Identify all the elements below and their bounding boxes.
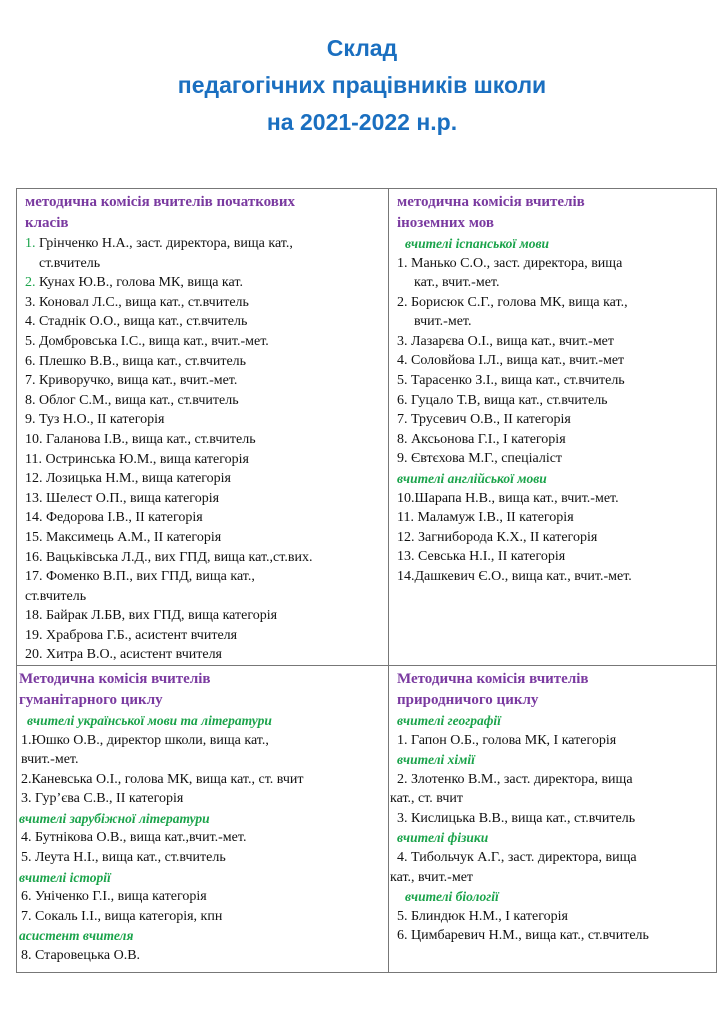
list-item-text: Остринська Ю.М., вища категорія <box>45 451 249 467</box>
list-item <box>25 548 382 568</box>
list-item-number: 20. <box>25 647 43 663</box>
history-teacher-list <box>19 887 382 926</box>
list-item: 12. Загнибородa К.Х., ІІ категорія <box>397 529 598 545</box>
list-item-text: Максимець А.М., ІІ категорія <box>46 529 222 545</box>
list-item-text: ст.вчитель <box>39 255 101 271</box>
assistant-list <box>19 946 382 966</box>
bio-subheading: вчителі біології <box>405 889 499 905</box>
list-item-number: 17. <box>25 569 43 585</box>
list-item-number: 6. <box>25 353 36 369</box>
list-item-text: Облог С.М., вища кат., ст.вчитель <box>39 392 239 408</box>
geo-teacher-list <box>397 731 710 751</box>
list-item: 4. Соловйова І.Л., вища кат., вчит.-мет <box>397 353 625 369</box>
foreign-commission-cell <box>389 189 717 666</box>
list-item-number: 19. <box>25 627 43 643</box>
list-item-number: 2. <box>25 275 36 291</box>
list-item-text: Туз Н.О., ІІ категорія <box>39 412 165 428</box>
list-item: 7. Трусевич О.В., ІІ категорія <box>397 412 571 428</box>
list-item <box>25 312 382 332</box>
list-item: 11. Маламуж І.В., ІІ категорія <box>397 510 574 526</box>
list-item-number: 13. <box>25 490 43 506</box>
list-item-text: Криворучко, вища кат., вчит.-мет. <box>39 373 238 389</box>
list-item-number: 4. <box>25 314 36 330</box>
assistant-subheading: асистент вчителя <box>19 928 134 944</box>
primary-heading: методична комісія вчителів початкових класів <box>25 194 296 231</box>
list-item: 1. Гапон О.Б., голова МК, І категорія <box>397 732 617 748</box>
list-item <box>25 606 382 626</box>
list-item: 1. Манько С.О., заст. директора, вища <box>397 255 623 271</box>
list-item: кат., ст. вчит <box>390 791 464 807</box>
geo-subheading: вчителі географії <box>397 713 501 729</box>
list-item <box>25 410 382 430</box>
list-item-text: Вацьківська Л.Д., вих ГПД, вища кат.,ст.вих. <box>46 549 313 565</box>
list-item <box>25 254 382 274</box>
list-item <box>25 371 382 391</box>
list-item-text: Храброва Г.Б., асистент вчителя <box>46 627 238 643</box>
ukr-teacher-list <box>19 731 382 809</box>
list-item: 10.Шарапа Н.В., вища кат., вчит.-мет. <box>397 490 619 506</box>
list-item-number: 8. <box>25 392 36 408</box>
list-item <box>25 273 382 293</box>
list-item-number: 15. <box>25 529 43 545</box>
list-item: 2. Злотенко В.М., заст. директора, вища <box>397 771 633 787</box>
list-item: 8. Аксьонова Г.І., І категорія <box>397 431 566 447</box>
list-item: 8. Старовецька О.В. <box>21 947 141 963</box>
list-item-text: Домбровська І.С., вища кат., вчит.-мет. <box>39 333 269 349</box>
list-item: 9. Євтєхова М.Г., спеціаліст <box>397 451 563 467</box>
list-item-number: 10. <box>25 431 43 447</box>
list-item: 13. Севська Н.І., ІІ категорія <box>397 549 566 565</box>
list-item: 6. Уніченко Г.І., вища категорія <box>21 889 207 905</box>
primary-teacher-list <box>25 234 382 665</box>
chem-teacher-list <box>390 770 710 829</box>
list-item: 2. Борисюк С.Г., голова МК, вища кат., <box>397 294 628 310</box>
list-item-text: Байрак Л.БВ, вих ГПД, вища категорія <box>46 608 278 624</box>
list-item: 3. Гур’єва С.В., ІІ категорія <box>21 791 184 807</box>
natural-commission-cell <box>389 666 717 973</box>
list-item: 6. Цимбаревич Н.М., вища кат., ст.вчитель <box>397 928 649 944</box>
page-title <box>0 30 724 141</box>
primary-commission-cell <box>17 189 389 666</box>
list-item-text: Стаднік О.О., вища кат., ст.вчитель <box>39 314 248 330</box>
humanities-heading: Методична комісія вчителів гуманітарного циклу <box>19 671 211 709</box>
list-item-number: 3. <box>25 294 36 310</box>
list-item: 5. Леута Н.І., вища кат., ст.вчитель <box>21 850 226 866</box>
list-item: 5. Блиндюк Н.М., І категорія <box>397 908 568 924</box>
foreign-heading: методична комісія вчителів іноземних мов <box>397 194 585 231</box>
list-item-number: 12. <box>25 471 43 487</box>
list-item: 5. Тарасенко З.І., вища кат., ст.вчитель <box>397 373 625 389</box>
list-item: 3. Лазарєва О.І., вища кат., вчит.-мет <box>397 333 615 349</box>
humanities-commission-cell <box>17 666 389 973</box>
list-item <box>25 508 382 528</box>
list-item <box>25 645 382 665</box>
foreign-lit-subheading: вчителі зарубіжної літератури <box>19 810 210 826</box>
list-item-number: 14. <box>25 510 43 526</box>
list-item-text: Грінченко Н.А., заст. директора, вища кат., <box>39 236 293 251</box>
list-item <box>25 332 382 352</box>
list-item: кат., вчит.-мет <box>390 869 474 885</box>
english-subheading: вчителі англійської мови <box>397 471 547 487</box>
list-item <box>25 450 382 470</box>
list-item <box>25 489 382 509</box>
list-item: 1.Юшко О.В., директор школи, вища кат., <box>21 732 269 748</box>
list-item-text: Лозицька Н.М., вища категорія <box>46 471 232 487</box>
list-item: вчит.-мет. <box>414 314 472 330</box>
list-item-text: Шелест О.П., вища категорія <box>46 490 220 506</box>
list-item: 2.Каневська О.І., голова МК, вища кат., ст. вчит <box>21 771 304 787</box>
list-item-number: 5. <box>25 333 36 349</box>
list-item <box>25 391 382 411</box>
list-item-text: Федорова І.В., ІІ категорія <box>46 510 203 526</box>
list-item-text: Коновал Л.С., вища кат., ст.вчитель <box>39 294 249 310</box>
list-item <box>25 293 382 313</box>
list-item-number: 1. <box>25 236 36 251</box>
phys-subheading: вчителі фізики <box>397 830 489 846</box>
list-item <box>25 587 382 607</box>
list-item-text: Фоменко В.П., вих ГПД, вища кат., <box>46 569 255 585</box>
phys-teacher-list <box>390 848 710 887</box>
list-item <box>25 352 382 372</box>
list-item-text: Плешко В.В., вища кат., ст.вчитель <box>39 353 247 369</box>
list-item-number: 18. <box>25 608 43 624</box>
foreign-lit-teacher-list <box>19 828 382 867</box>
list-item-number: 11. <box>25 451 42 467</box>
list-item-text: Хитра В.О., асистент вчителя <box>46 647 222 663</box>
list-item-number: 7. <box>25 373 36 389</box>
list-item: 4. Тибольчук А.Г., заст. директора, вища <box>397 849 637 865</box>
spanish-teacher-list <box>397 254 710 470</box>
ukr-subheading: вчителі української мови та літератури <box>27 713 272 729</box>
list-item-number: 16. <box>25 549 43 565</box>
natural-heading: Методична комісія вчителів природничого циклу <box>397 671 589 709</box>
list-item <box>25 469 382 489</box>
list-item <box>25 234 382 254</box>
list-item <box>25 567 382 587</box>
list-item <box>25 626 382 646</box>
list-item <box>25 528 382 548</box>
title-line-2: педагогічних працівників школи <box>177 72 547 98</box>
list-item-text: ст.вчитель <box>25 588 87 604</box>
spanish-subheading: вчителі іспанської мови <box>405 236 550 251</box>
list-item: 3. Кислицька В.В., вища кат., ст.вчитель <box>397 810 636 826</box>
list-item: 6. Гуцало Т.В, вища кат., ст.вчитель <box>397 392 608 408</box>
title-line-3: на 2021-2022 н.р. <box>266 109 458 135</box>
list-item-number: 9. <box>25 412 36 428</box>
english-teacher-list <box>397 489 710 587</box>
list-item: кат., вчит.-мет. <box>414 275 500 291</box>
list-item: вчит.-мет. <box>21 752 79 768</box>
list-item <box>25 430 382 450</box>
list-item: 7. Сокаль І.І., вища категорія, кпн <box>21 908 223 924</box>
staff-table <box>16 188 717 973</box>
chem-subheading: вчителі хімії <box>397 752 475 768</box>
list-item-text: Кунах Ю.В., голова МК, вища кат. <box>39 275 243 291</box>
bio-teacher-list <box>397 907 710 946</box>
title-line-1: Склад <box>326 35 398 61</box>
list-item: 14.Дашкевич Є.О., вища кат., вчит.-мет. <box>397 568 632 584</box>
list-item: 4. Бутнікова О.В., вища кат.,вчит.-мет. <box>21 830 247 846</box>
history-subheading: вчителі історії <box>19 869 111 885</box>
list-item-text: Галанова І.В., вища кат., ст.вчитель <box>46 431 256 447</box>
